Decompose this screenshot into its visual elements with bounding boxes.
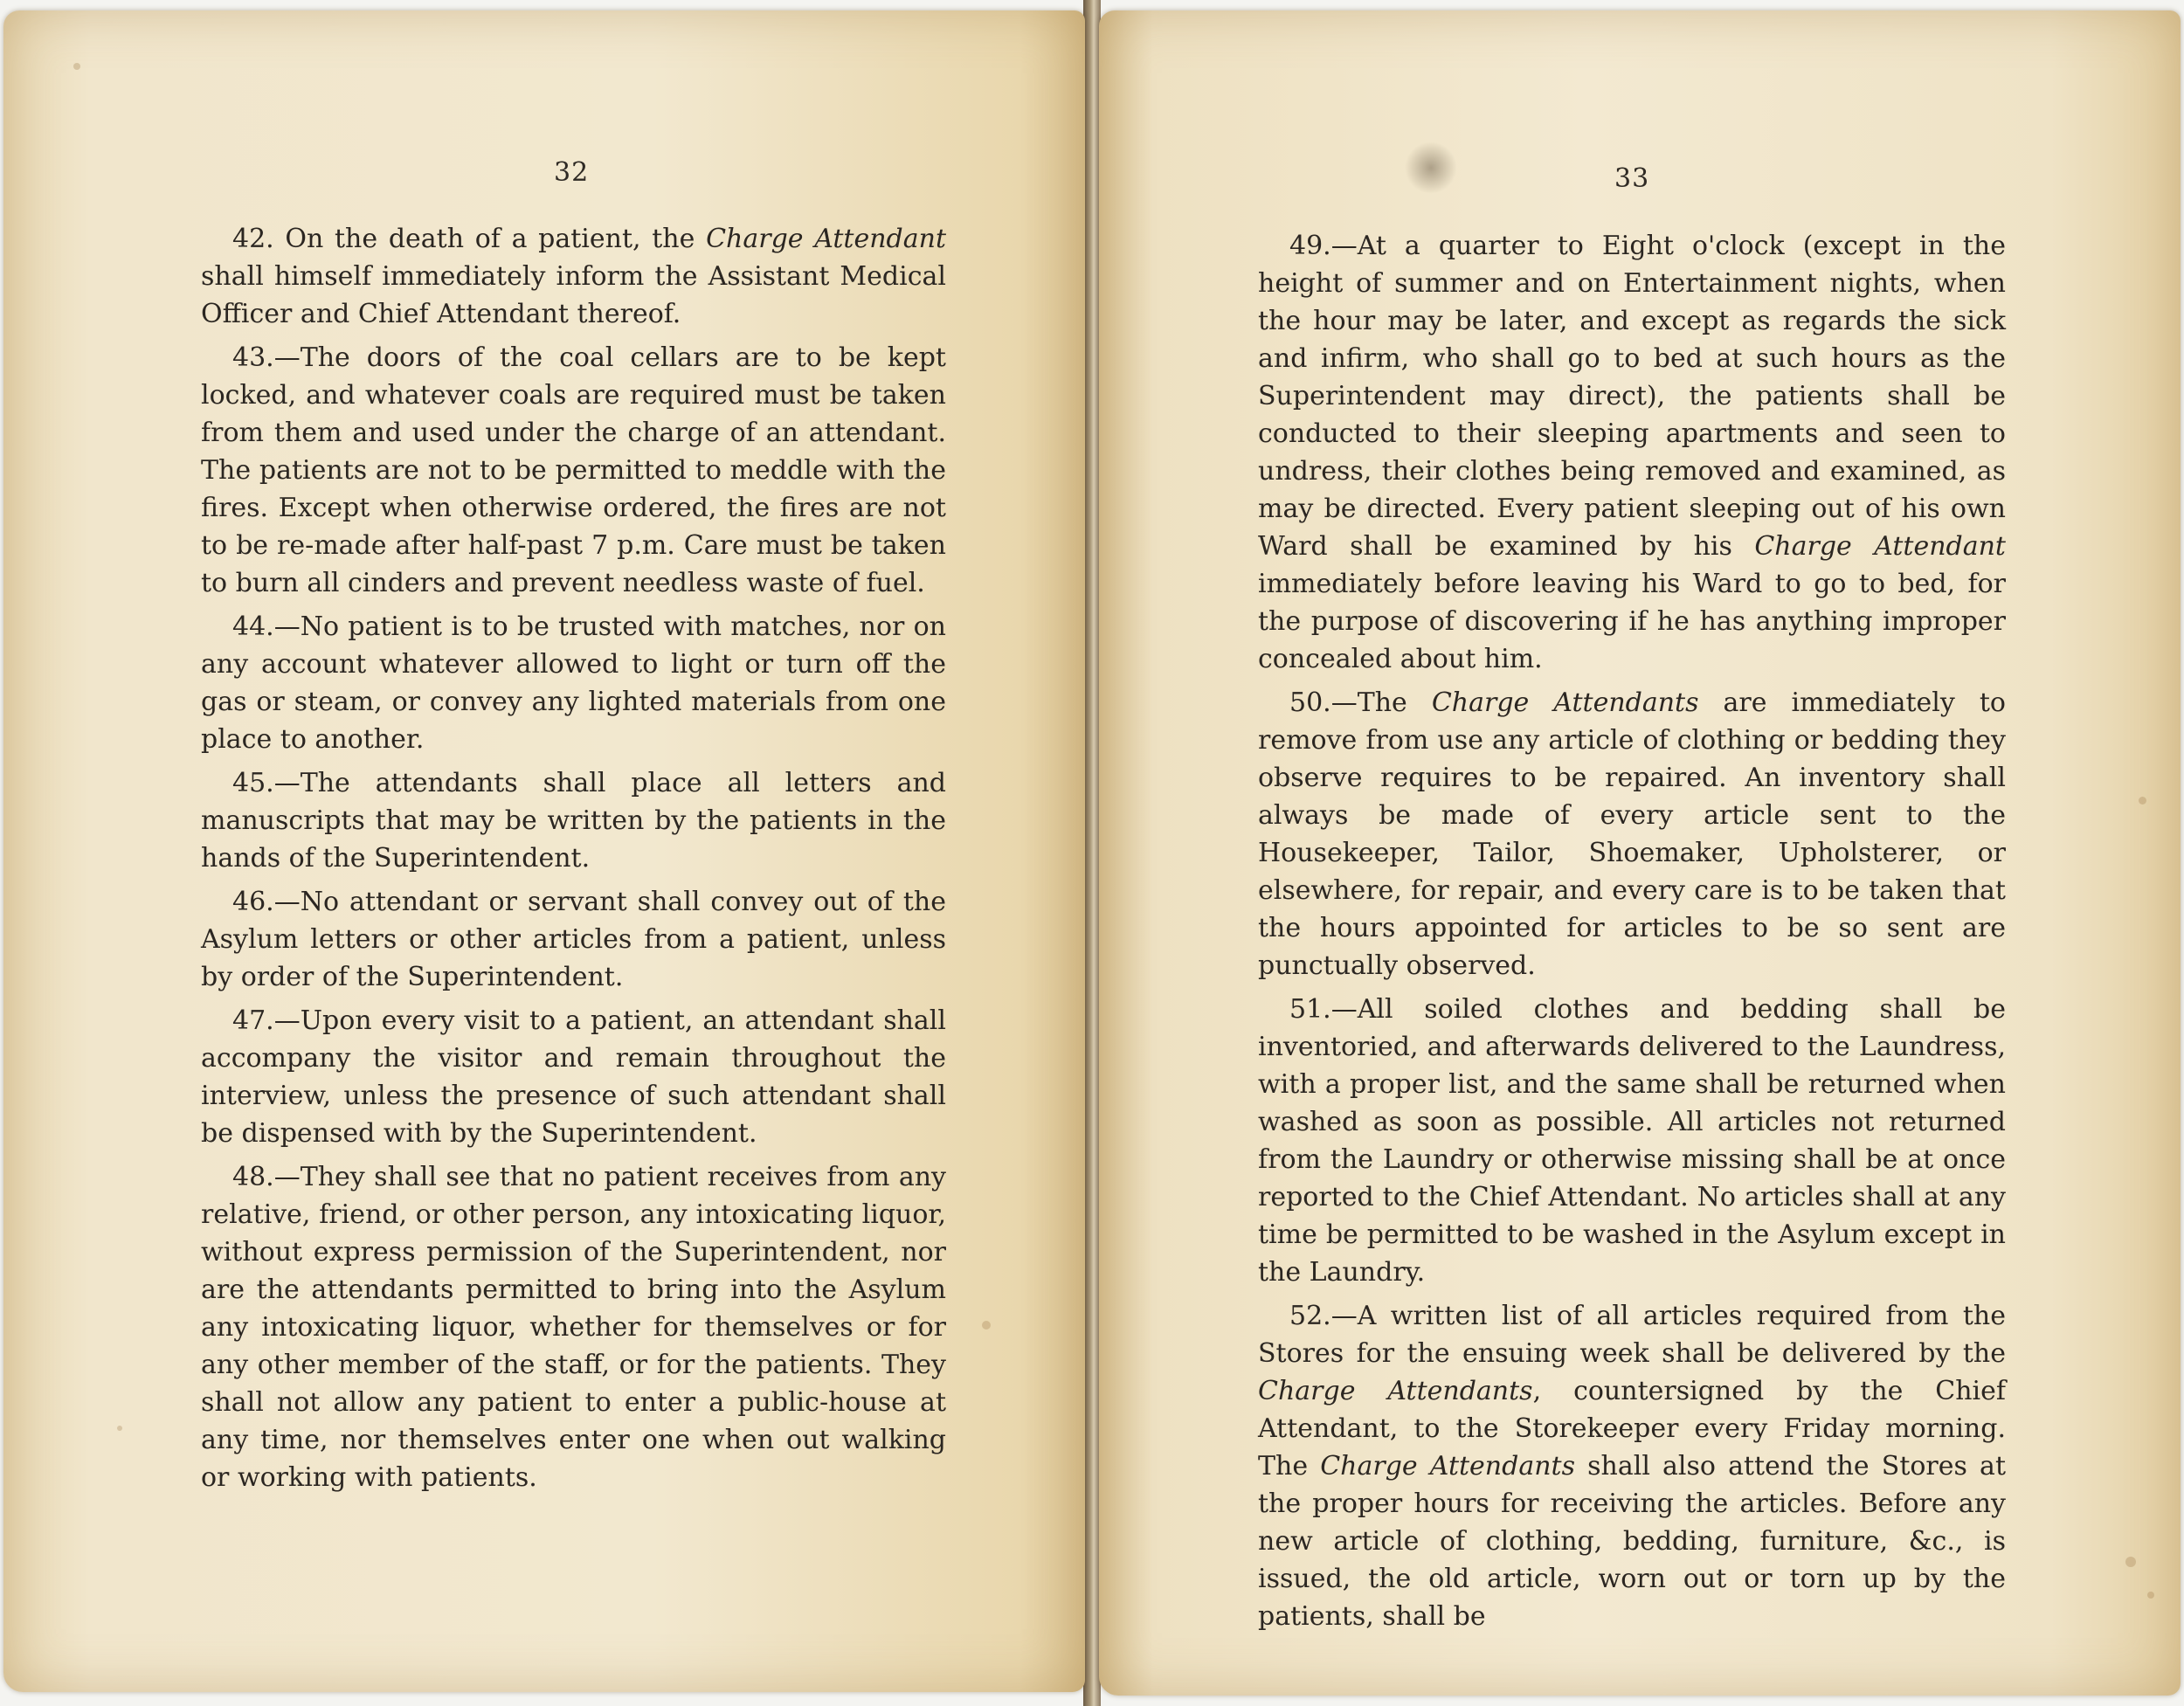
foxing-spot xyxy=(2139,797,2146,805)
page-number-right: 33 xyxy=(1614,163,1650,194)
paragraph-42: 42. On the death of a patient, the Charge Attendant shall himself immediately inform the Assistant Medical Officer and Chief Attendant thereof. xyxy=(201,224,946,329)
paragraph-49: 49.—At a quarter to Eight o'clock (except in the height of summer and on Entertainment nights, when the hour may be later, and except as regards the sick and infirm, who shall go to bed at such hours as the Superintendent may direct), the patients shall be conducted to their sleeping apartments and seen to undress, their clothes being removed and examined, as may be directed. Every patient sleeping out of his own Ward shall be examined by his Charge Attendant immediately before leaving his Ward to go to bed, for the purpose of discovering if he has anything improper concealed about him. xyxy=(1258,231,2006,674)
paragraph-43: 43.—The doors of the coal cellars are to be kept locked, and whatever coals are required must be taken from them and used under the charge of an attendant. The patients are not to be permitted to meddle with the fires. Except when otherwise ordered, the fires are not to be re-made after half-past 7 p.m. Care must be taken to burn all cinders and prevent needless waste of fuel. xyxy=(201,342,946,598)
paragraph-47: 47.—Upon every visit to a patient, an attendant shall accompany the visitor and remain throughout the interview, unless the presence of such attendant shall be dispensed with by the Superintendent. xyxy=(201,1005,946,1149)
paragraph-46: 46.—No attendant or servant shall convey out of the Asylum letters or other articles from a patient, unless by order of the Superintendent. xyxy=(201,887,946,992)
left-page-text xyxy=(201,220,946,1502)
foxing-spot xyxy=(117,1426,122,1431)
foxing-spot xyxy=(982,1321,991,1330)
paragraph-44: 44.—No patient is to be trusted with matches, nor on any account whatever allowed to light or turn off the gas or steam, or convey any lighted materials from one place to another. xyxy=(201,611,946,755)
paragraph-45: 45.—The attendants shall place all letters and manuscripts that may be written by the patients in the hands of the Superintendent. xyxy=(201,768,946,874)
left-page xyxy=(3,10,1085,1692)
paragraph-51: 51.—All soiled clothes and bedding shall be inventoried, and afterwards delivered to the Laundress, with a proper list, and the same shall be returned when washed as soon as possible. All articles not returned from the Laundry or otherwise missing shall be at once reported to the Chief Attendant. No articles shall at any time be permitted to be washed in the Asylum except in the Laundry. xyxy=(1258,994,2006,1288)
book-gutter xyxy=(1083,0,1101,1706)
foxing-spot xyxy=(73,63,80,70)
right-page xyxy=(1099,10,2181,1696)
foxing-spot xyxy=(2147,1592,2154,1599)
ink-smudge xyxy=(1405,142,1457,194)
paragraph-50: 50.—The Charge Attendants are immediately to remove from use any article of clothing or bedding they observe requires to be repaired. An inventory shall always be made of every article sent to the Housekeeper, Tailor, Shoemaker, Upholsterer, or elsewhere, for repair, and every care is to be taken that the hours appointed for articles to be so sent are punctually observed. xyxy=(1258,687,2006,981)
foxing-spot xyxy=(2125,1557,2136,1567)
paragraph-52: 52.—A written list of all articles required from the Stores for the ensuing week shall be delivered by the Charge Attendants, countersigned by the Chief Attendant, to the Storekeeper every Friday morning. The Charge Attendants shall also attend the Stores at the proper hours for receiving the articles. Before any new article of clothing, bedding, furniture, &c., is issued, the old article, worn out or torn up by the patients, shall be xyxy=(1258,1301,2007,1632)
paragraph-48: 48.—They shall see that no patient receives from any relative, friend, or other person, any intoxicating liquor, without express permission of the Superintendent, nor are the attendants permitted to bring into the Asylum any intoxicating liquor, whether for themselves or for any other member of the staff, or for the patients. They shall not allow any patient to enter a public-house at any time, nor themselves enter one when out walking or working with patients. xyxy=(201,1162,946,1493)
page-number-left: 32 xyxy=(554,157,590,188)
right-page-text xyxy=(1258,227,2006,1641)
